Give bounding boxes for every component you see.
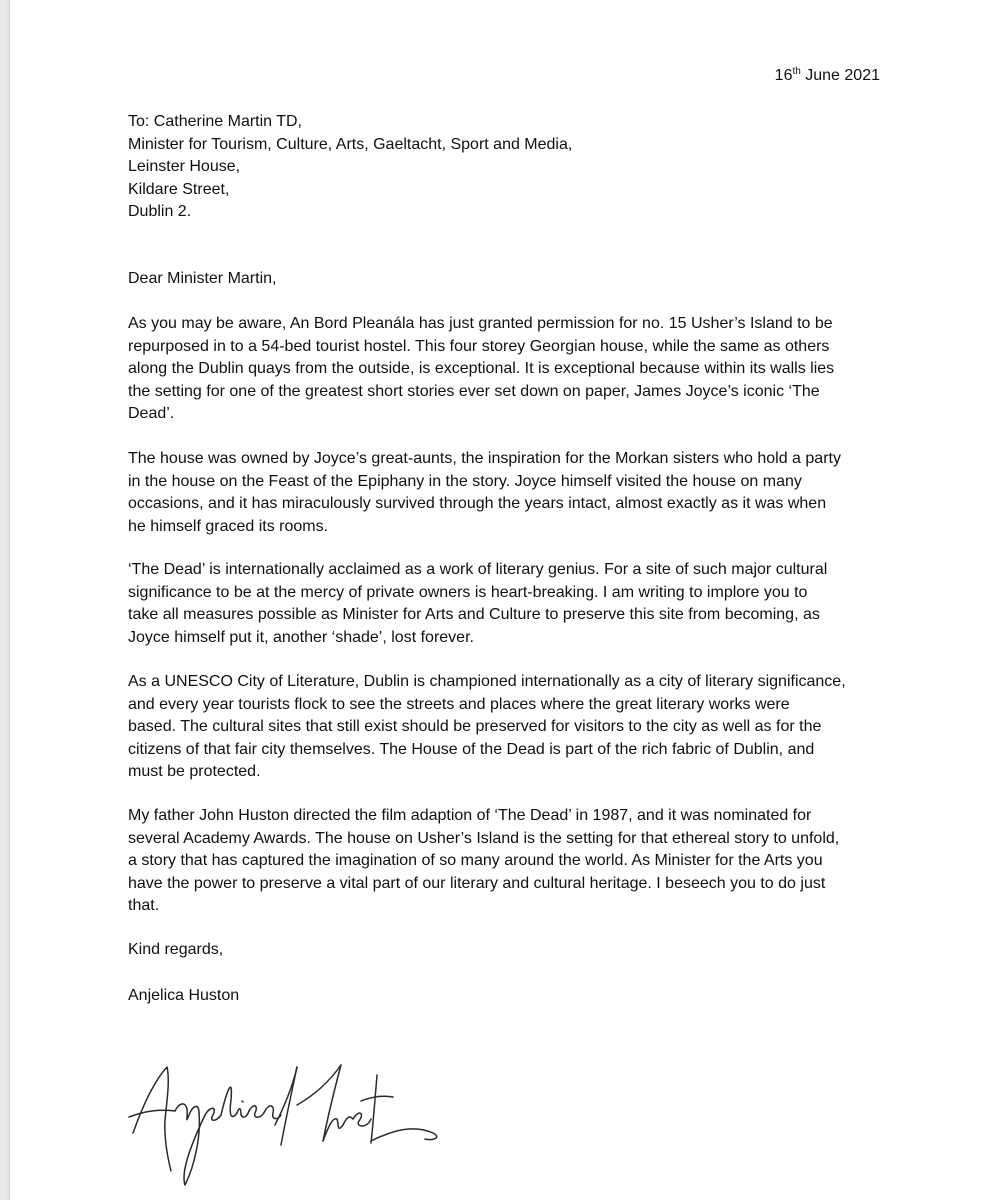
paragraph-line: The house was owned by Joyce’s great-aunts, the inspiration for the Morkan sisters who hold a party <box>128 450 841 467</box>
paragraph-line: several Academy Awards. The house on Usher’s Island is the setting for that ethereal story to unfold, <box>128 829 840 847</box>
paragraph-line: based. The cultural sites that still exist should be preserved for visitors to the city as well as for the <box>128 718 822 735</box>
salutation: Dear Minister Martin, <box>128 270 277 287</box>
body-paragraph-3 <box>128 559 888 649</box>
closing: Kind regards, <box>128 941 224 958</box>
paragraph-line: must be protected. <box>128 763 261 780</box>
paragraph-line: My father John Huston directed the film adaption of ‘The Dead’ in 1987, and it was nominated for <box>128 807 812 824</box>
address-line: To: Catherine Martin TD, <box>128 113 302 130</box>
body-paragraph-2 <box>128 448 888 538</box>
body-paragraph-1 <box>128 313 888 426</box>
paragraph-line: he himself graced its rooms. <box>128 517 329 535</box>
body-paragraph-5 <box>128 805 888 918</box>
paragraph-line: a story that has captured the imagination of so many around the world. As Minister for the Arts you <box>128 852 823 869</box>
paragraph-line: repurposed in to a 54-bed tourist hostel. This four storey Georgian house, while the same as others <box>128 337 830 355</box>
paragraph-line: have the power to preserve a vital part of our literary and cultural heritage. I beseech you to do just <box>128 874 826 892</box>
paragraph-line: Dead’. <box>128 405 175 422</box>
paragraph-line: take all measures possible as Minister for Arts and Culture to preserve this site from becoming, as <box>128 606 820 623</box>
paragraph-line: As a UNESCO City of Literature, Dublin is championed internationally as a city of literary significance, <box>128 673 846 690</box>
paragraph-line: along the Dublin quays from the outside, is exceptional. It is exceptional because within its walls lies <box>128 360 835 377</box>
address-line: Kildare Street, <box>128 180 230 198</box>
paragraph-line: the setting for one of the greatest short stories ever set down on paper, James Joyce’s iconic ‘The <box>128 382 820 400</box>
address-line: Dublin 2. <box>128 203 192 220</box>
paragraph-line: As you may be aware, An Bord Pleanála has just granted permission for no. 15 Usher’s Island to be <box>128 315 833 332</box>
letter-date <box>775 65 880 88</box>
paragraph-line: Joyce himself put it, another ‘shade’, lost forever. <box>128 628 474 646</box>
paragraph-line: and every year tourists flock to see the streets and places where the great literary works were <box>128 695 790 713</box>
paragraph-line: that. <box>128 897 160 914</box>
address-line: Minister for Tourism, Culture, Arts, Gaeltacht, Sport and Media, <box>128 135 573 153</box>
paragraph-line: significance to be at the mercy of private owners is heart-breaking. I am writing to implore you to <box>128 583 808 601</box>
date-suffix: th <box>792 66 801 77</box>
paragraph-line: in the house on the Feast of the Epiphany in the story. Joyce himself visited the house on many <box>128 472 802 490</box>
body-paragraph-4 <box>128 671 888 784</box>
handwritten-signature <box>115 1045 455 1195</box>
paragraph-line: citizens of that fair city themselves. The House of the Dead is part of the rich fabric of Dublin, and <box>128 740 815 758</box>
address-line: Leinster House, <box>128 158 241 175</box>
recipient-address <box>128 111 572 224</box>
paragraph-line: occasions, and it has miraculously survived through the years intact, almost exactly as it was when <box>128 495 827 512</box>
signer-name: Anjelica Huston <box>128 987 240 1004</box>
date-rest: June 2021 <box>800 67 880 84</box>
paragraph-line: ‘The Dead’ is internationally acclaimed as a work of literary genius. For a site of such major cultural <box>128 561 828 578</box>
date-day: 16 <box>774 67 793 84</box>
letter-page <box>10 0 1008 1200</box>
